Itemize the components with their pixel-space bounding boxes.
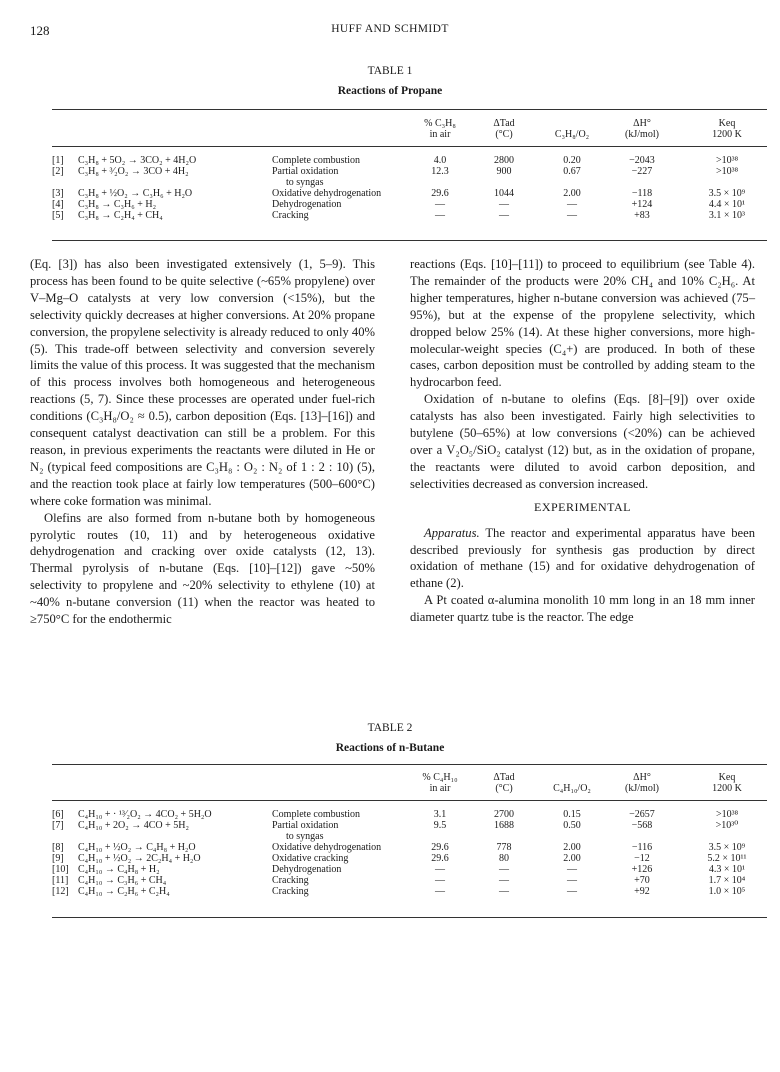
cell-dt: — [499, 199, 509, 210]
cell-dt: 2700 [494, 809, 514, 820]
cell-pct: 29.6 [431, 853, 449, 864]
cell-ratio: — [567, 199, 577, 210]
table-row [52, 809, 767, 820]
cell-eq: C₃H₈ + ½O₂ → C₃H₆ + H₂O [78, 188, 193, 199]
cell-ratio: 0.15 [563, 809, 581, 820]
cell-pct: — [435, 199, 445, 210]
cell-k: 1.0 × 10⁵ [708, 886, 746, 897]
table-row [52, 886, 767, 897]
table1-body [52, 155, 767, 221]
cell-eq: C₄H₁₀ → C₃H₆ + CH₄ [78, 875, 167, 886]
cell-desc: Partial oxidation [272, 820, 339, 831]
cell-num: [11] [52, 875, 69, 886]
cell-eq: C₄H₁₀ + ½O₂ → 2C₂H₄ + H₂O [78, 853, 201, 864]
left-column [30, 256, 375, 628]
table-row [52, 166, 767, 188]
cell-eq: C₃H₈ → C₂H₄ + CH₄ [78, 210, 163, 221]
cell-eq: C₄H₁₀ + ½O₂ → C₄H₈ + H₂O [78, 842, 196, 853]
cell-dh: +92 [634, 886, 650, 897]
hdr-k-unit: 1200 K [712, 783, 742, 794]
cell-pct: — [435, 210, 445, 221]
table2-title: Reactions of n-Butane [335, 742, 445, 754]
cell-num: [5] [52, 210, 64, 221]
cell-ratio: 0.20 [563, 155, 581, 166]
hdr-k: Keq [718, 772, 736, 783]
cell-num: [1] [52, 155, 64, 166]
cell-eq: C₄H₁₀ + · ¹³⁄₂O₂ → 4CO₂ + 5H₂O [78, 809, 212, 820]
cell-eq: C₄H₁₀ → C₄H₈ + H₂ [78, 864, 160, 875]
cell-k: 3.1 × 10³ [708, 210, 746, 221]
table1-header-2 [52, 129, 767, 140]
apparatus-text: The reactor and experimental apparatus have been described previously for synthesis gas production by direct oxidation of methane (15) and for oxidative dehydrogenation of ethane (2). [410, 525, 755, 591]
hdr-ratio: C₄H₁₀/O₂ [553, 783, 591, 794]
cell-desc: Dehydrogenation [272, 864, 342, 875]
running-head: HUFF AND SCHMIDT [331, 23, 449, 35]
final-paragraph: A Pt coated α-alumina monolith 10 mm long in an 18 mm inner diameter quartz tube is the reactor. The edge [410, 593, 755, 625]
cell-desc: Oxidative cracking [272, 853, 349, 864]
page-number: 128 [30, 23, 50, 38]
cell-ratio: 0.50 [563, 820, 581, 831]
cell-ratio: — [567, 210, 577, 221]
cell-k: 3.5 × 10⁹ [708, 188, 746, 199]
cell-dt: — [499, 864, 509, 875]
hdr-dt: ΔTad [493, 772, 515, 783]
table-row [52, 842, 767, 853]
cell-k: >10³⁸ [715, 166, 739, 177]
section-heading: EXPERIMENTAL [533, 499, 632, 514]
cell-num: [7] [52, 820, 64, 831]
cell-ratio: 0.67 [563, 166, 581, 177]
cell-dh: −568 [631, 820, 653, 831]
cell-k: >10³⁸ [715, 155, 739, 166]
cell-dt: — [499, 210, 509, 221]
cell-dt: — [499, 875, 509, 886]
hdr-dh-unit: (kJ/mol) [625, 783, 659, 794]
right-column [410, 256, 755, 626]
left-paragraph: Olefins are also formed from n-butane both by homogeneous pyrolytic routes (10, 11) and by heterogeneous oxidative dehydrogenation and cracking over oxide catalysts (12, 13). Thermal pyrolysis of n-butane (Eqs. [10]–[12]) gave ~50% selectivity to propylene and ~20% selectivity to ethylene (10) at ~40% n-butane conversion (11) when the reactor was heated to ≥750°C for the endothermic [30, 510, 375, 627]
table-row [52, 820, 767, 842]
cell-dh: −12 [634, 853, 650, 864]
table1 [52, 118, 767, 140]
cell-dh: −116 [631, 842, 653, 853]
right-paragraph: Oxidation of n-butane to olefins (Eqs. [8]–[9]) over oxide catalysts has also been investigated. Fairly high selectivities to butylene (50–65%) at low conversions (<20%) can be achieved over a V₂O₅/SiO₂ catalyst (12) but, as in the oxidation of propane, the reactants were diluted to avoid carbon deposition, and selectivities decreased as conversion increased. [410, 392, 755, 491]
cell-ratio: — [567, 886, 577, 897]
cell-desc: Cracking [272, 210, 309, 221]
cell-dh: +70 [634, 875, 650, 886]
cell-num: [8] [52, 842, 64, 853]
cell-pct: 29.6 [431, 842, 449, 853]
cell-dh: +124 [631, 199, 653, 210]
cell-ratio: — [567, 864, 577, 875]
table2-label: TABLE 2 [367, 722, 413, 734]
hdr-k-unit: 1200 K [712, 129, 742, 140]
cell-dh: −2043 [629, 155, 655, 166]
cell-k: 1.7 × 10⁴ [708, 875, 746, 886]
cell-eq: C₃H₈ + 5O₂ → 3CO₂ + 4H₂O [78, 155, 197, 166]
cell-dh: +83 [634, 210, 650, 221]
cell-k: 5.2 × 10¹¹ [707, 853, 747, 864]
table2-header [52, 772, 767, 783]
hdr-pct: % C₃H₈ [424, 118, 456, 129]
cell-dt: 80 [499, 853, 509, 864]
hdr-pct-unit: in air [429, 129, 451, 140]
apparatus-label: Apparatus. [424, 525, 480, 540]
cell-ratio: — [567, 875, 577, 886]
table-row [52, 199, 767, 210]
cell-desc: Oxidative dehydrogenation [272, 188, 382, 199]
cell-eq: C₄H₁₀ + 2O₂ → 4CO + 5H₂ [78, 820, 189, 831]
cell-num: [6] [52, 809, 64, 820]
table2-bottom-rule [52, 917, 767, 918]
cell-eq: C₄H₁₀ → C₂H₆ + C₂H₄ [78, 886, 170, 897]
cell-pct: 12.3 [431, 166, 449, 177]
hdr-dt: ΔTad [493, 118, 515, 129]
cell-k: 4.3 × 10¹ [708, 864, 746, 875]
cell-k: >10³⁰ [715, 820, 739, 831]
cell-desc: Cracking [272, 875, 309, 886]
cell-pct: — [435, 886, 445, 897]
table1-bottom-rule [52, 240, 767, 241]
hdr-k: Keq [718, 118, 736, 129]
cell-pct: — [435, 864, 445, 875]
cell-ratio: 2.00 [563, 188, 581, 199]
cell-num: [3] [52, 188, 64, 199]
cell-desc-continued: to syngas [286, 831, 324, 842]
table-row [52, 853, 767, 864]
table1-top-rule [52, 109, 767, 110]
cell-num: [12] [52, 886, 69, 897]
table-row [52, 875, 767, 886]
hdr-ratio: C₃H₈/O₂ [554, 129, 590, 140]
table2-header-2 [52, 783, 767, 794]
cell-num: [2] [52, 166, 64, 177]
cell-desc: Cracking [272, 886, 309, 897]
cell-eq: C₃H₈ + ³⁄₂O₂ → 3CO + 4H₂ [78, 166, 189, 177]
table1-title: Reactions of Propane [337, 85, 443, 97]
table-row [52, 864, 767, 875]
cell-eq: C₃H₈ → C₃H₆ + H₂ [78, 199, 157, 210]
table2-body [52, 809, 767, 897]
cell-dt: — [499, 886, 509, 897]
table2-header-rule [52, 800, 767, 801]
cell-k: >10³⁸ [715, 809, 739, 820]
table1-header [52, 118, 767, 129]
cell-k: 3.5 × 10⁹ [708, 842, 746, 853]
hdr-pct: % C₄H₁₀ [422, 772, 458, 783]
cell-k: 4.4 × 10¹ [708, 199, 746, 210]
cell-dt: 1688 [494, 820, 514, 831]
hdr-dh: ΔH° [633, 118, 651, 129]
cell-pct: 29.6 [431, 188, 449, 199]
left-paragraph: (Eq. [3]) has also been investigated extensively (1, 5–9). This process has been found to be quite selective (~65% propylene) over V–Mg–O catalysts at very low conversion (<15%), but the selectivity quickly decreases at higher conversions. At 20% propane conversion, the propylene selectivity is already reduced to only 40% (5). This trade-off between selectivity and conversion severely limits the value of this process. It was suggested that the mechanism of this process involves both homogeneous and heterogeneous reactions (5, 7). Since these processes are operated under fuel-rich conditions (C₃H₈/O₂ ≈ 0.5), carbon deposition (Eqs. [13]–[16]) and consequent catalyst deactivation can still be a problem. For this reason, in previous experiments the reactants were diluted in He or N₂ (typical feed compositions are C₃H₈ : O₂ : N₂ of 1 : 2 : 10) (5), and the reaction took place at fairly low temperatures (500–600°C) where coke formation was minimal. [30, 257, 375, 508]
cell-ratio: 2.00 [563, 842, 581, 853]
table2 [52, 772, 767, 794]
cell-ratio: 2.00 [563, 853, 581, 864]
table-row [52, 155, 767, 166]
cell-dh: +126 [631, 864, 653, 875]
cell-dh: −227 [631, 166, 653, 177]
cell-num: [9] [52, 853, 64, 864]
hdr-dt-unit: (°C) [495, 129, 513, 140]
cell-dh: −118 [631, 188, 653, 199]
cell-desc: Complete combustion [272, 809, 361, 820]
apparatus-paragraph [410, 525, 755, 593]
cell-pct: 9.5 [433, 820, 447, 831]
cell-desc: Dehydrogenation [272, 199, 342, 210]
cell-pct: — [435, 875, 445, 886]
hdr-dh-unit: (kJ/mol) [625, 129, 659, 140]
cell-num: [10] [52, 864, 69, 875]
table2-top-rule [52, 764, 767, 765]
right-paragraph: reactions (Eqs. [10]–[11]) to proceed to equilibrium (see Table 4). The remainder of the products were 20% CH₄ and 10% C₂H₆. At higher temperatures, higher n-butane conversion was achieved (75–95%), but at the expense of the propylene selectivity, which dropped below 25% (14). At these higher conversions, more high-molecular-weight species (C₄+) are produced. In both of these cases, carbon deposition must be controlled by adding steam to the hydrocarbon feed. [410, 257, 755, 390]
cell-pct: 3.1 [433, 809, 447, 820]
cell-dt: 2800 [494, 155, 514, 166]
cell-dt: 900 [496, 166, 512, 177]
table1-header-rule [52, 146, 767, 147]
cell-num: [4] [52, 199, 64, 210]
cell-dh: −2657 [629, 809, 655, 820]
cell-dt: 778 [496, 842, 512, 853]
table-row [52, 188, 767, 199]
cell-desc: Oxidative dehydrogenation [272, 842, 382, 853]
cell-desc: Complete combustion [272, 155, 361, 166]
cell-dt: 1044 [494, 188, 514, 199]
hdr-dt-unit: (°C) [495, 783, 513, 794]
cell-desc-continued: to syngas [286, 177, 324, 188]
hdr-dh: ΔH° [633, 772, 651, 783]
cell-desc: Partial oxidation [272, 166, 339, 177]
cell-pct: 4.0 [433, 155, 447, 166]
table1-label: TABLE 1 [367, 65, 413, 77]
hdr-pct-unit: in air [429, 783, 451, 794]
table-row [52, 210, 767, 221]
